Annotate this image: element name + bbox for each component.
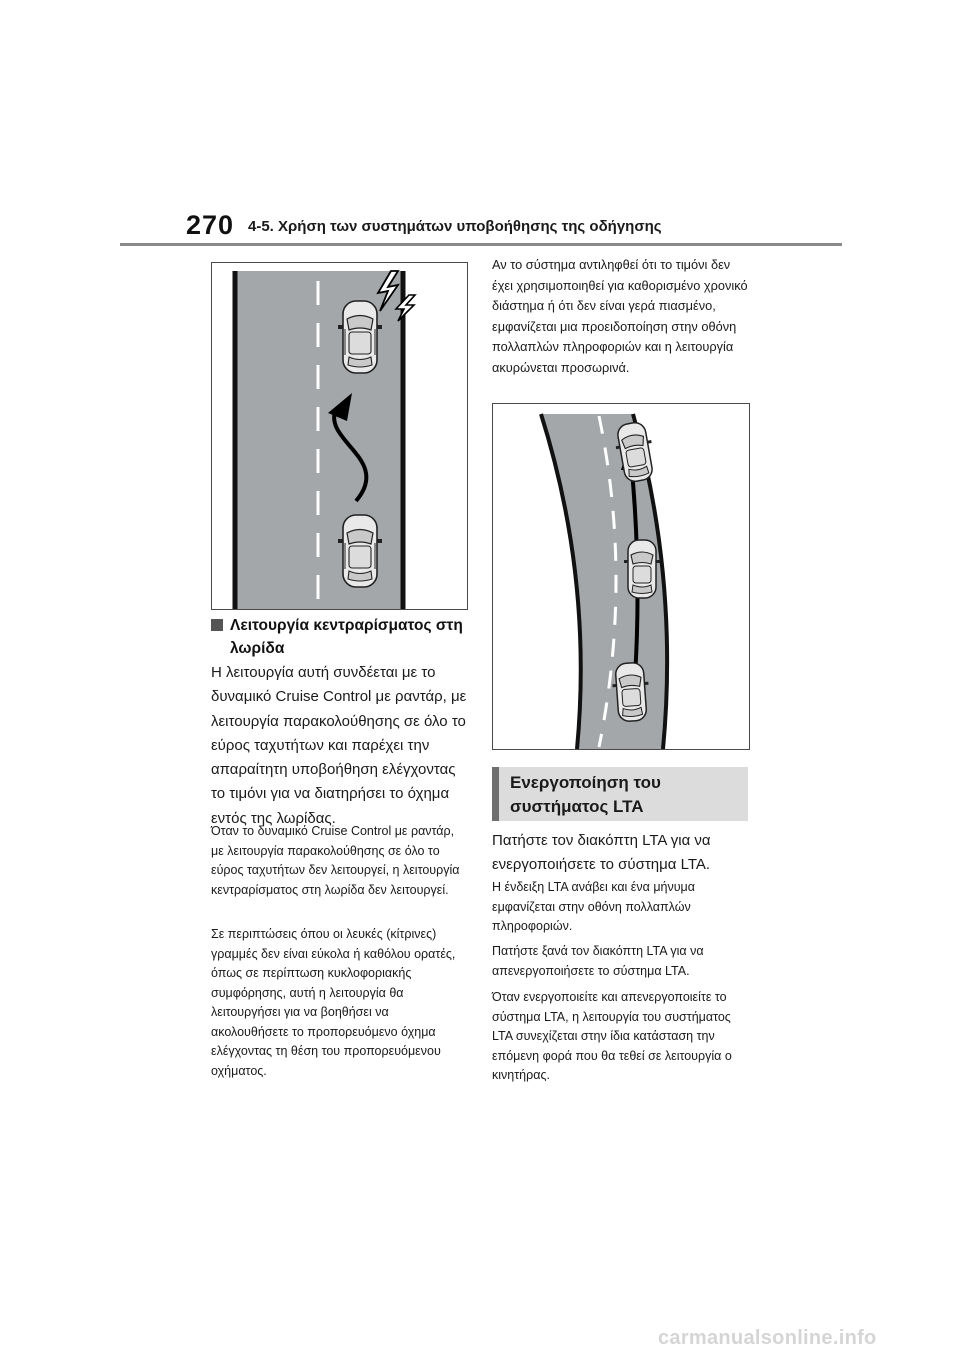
road-surface: [234, 271, 404, 609]
lta-note-2: Πατήστε ξανά τον διακόπτη LTA για να απενεργοποιήσετε το σύστημα LTA.: [492, 944, 704, 978]
lane-weaving-illustration: [212, 263, 467, 609]
lane-centering-illustration: [493, 404, 749, 749]
section-heading-lane-centering: [211, 614, 471, 660]
car-front: [338, 301, 382, 373]
lta-activation-text: Πατήστε τον διακόπτη LTA για να ενεργοποιήσετε το σύστημα LTA.: [492, 832, 711, 874]
lane-centering-note-2: Σε περιπτώσεις όπου οι λευκές (κίτρινες) γραμμές δεν είναι εύκολα ή καθόλου ορατές, όπως σε περίπτωση κυκλοφοριακής συμφόρησης, αυτή η λειτουργία θα λειτουργήσει για να βοηθήσει να ακολουθήσετε το προπορευόμενο όχημα ελέγχοντας τη θέση του προπορευόμενου οχήματος.: [211, 927, 456, 1078]
header-rule: [120, 243, 842, 246]
chapter-title: 4-5. Χρήση των συστημάτων υποβοήθησης της οδήγησης: [248, 218, 662, 235]
lta-note-3: Όταν ενεργοποιείτε και απενεργοποιείτε το σύστημα LTA, η λειτουργία του συστήματος LTA συνεχίζεται στην ίδια κατάσταση την επόμενη φορά που θα τεθεί σε λειτουργία ο κινητήρας.: [492, 990, 732, 1082]
lta-activation-heading: Ενεργοποίηση του συστήματος LTA: [510, 773, 661, 816]
lta-note-1: Η ένδειξη LTA ανάβει και ένα μήνυμα εμφανίζεται στην οθόνη πολλαπλών πληροφοριών.: [492, 880, 695, 933]
page-number: 270: [186, 210, 235, 240]
watermark: carmanualsonline.info: [658, 1327, 877, 1349]
lane-centering-figure: [492, 403, 750, 750]
section-heading-text: Λειτουργία κεντραρίσματος στη λωρίδα: [230, 617, 463, 657]
lane-centering-description: Η λειτουργία αυτή συνδέεται με το δυναμικό Cruise Control με ραντάρ, με λειτουργία παρακολούθησης σε όλο το εύρος ταχυτήτων και παρέχει την απαραίτητη υποβοήθηση ελέγχοντας το τιμόνι για να διατηρήσει το όχημα εντός της λωρίδας.: [211, 664, 467, 827]
car-middle: [624, 540, 660, 598]
lta-activation-heading-box: [492, 767, 748, 821]
car-rear: [338, 515, 382, 587]
lane-weaving-figure: [211, 262, 468, 610]
steering-warning-text: Αν το σύστημα αντιληφθεί ότι το τιμόνι δεν έχει χρησιμοποιηθεί για καθορισμένο χρονικό διάστημα ή ότι δεν είναι γερά πιασμένο, εμφανίζεται μια προειδοποίηση στην οθόνη πολλαπλών πληροφοριών και η λειτουργία ακυρώνεται προσωρινά.: [492, 257, 748, 375]
section-square-icon: [211, 619, 223, 631]
lane-centering-note-1: Όταν το δυναμικό Cruise Control με ραντάρ, με λειτουργία παρακολούθησης σε όλο το εύρος ταχυτήτων δεν λειτουργεί, η λειτουργία κεντραρίσματος στη λωρίδα δεν λειτουργεί.: [211, 824, 460, 897]
